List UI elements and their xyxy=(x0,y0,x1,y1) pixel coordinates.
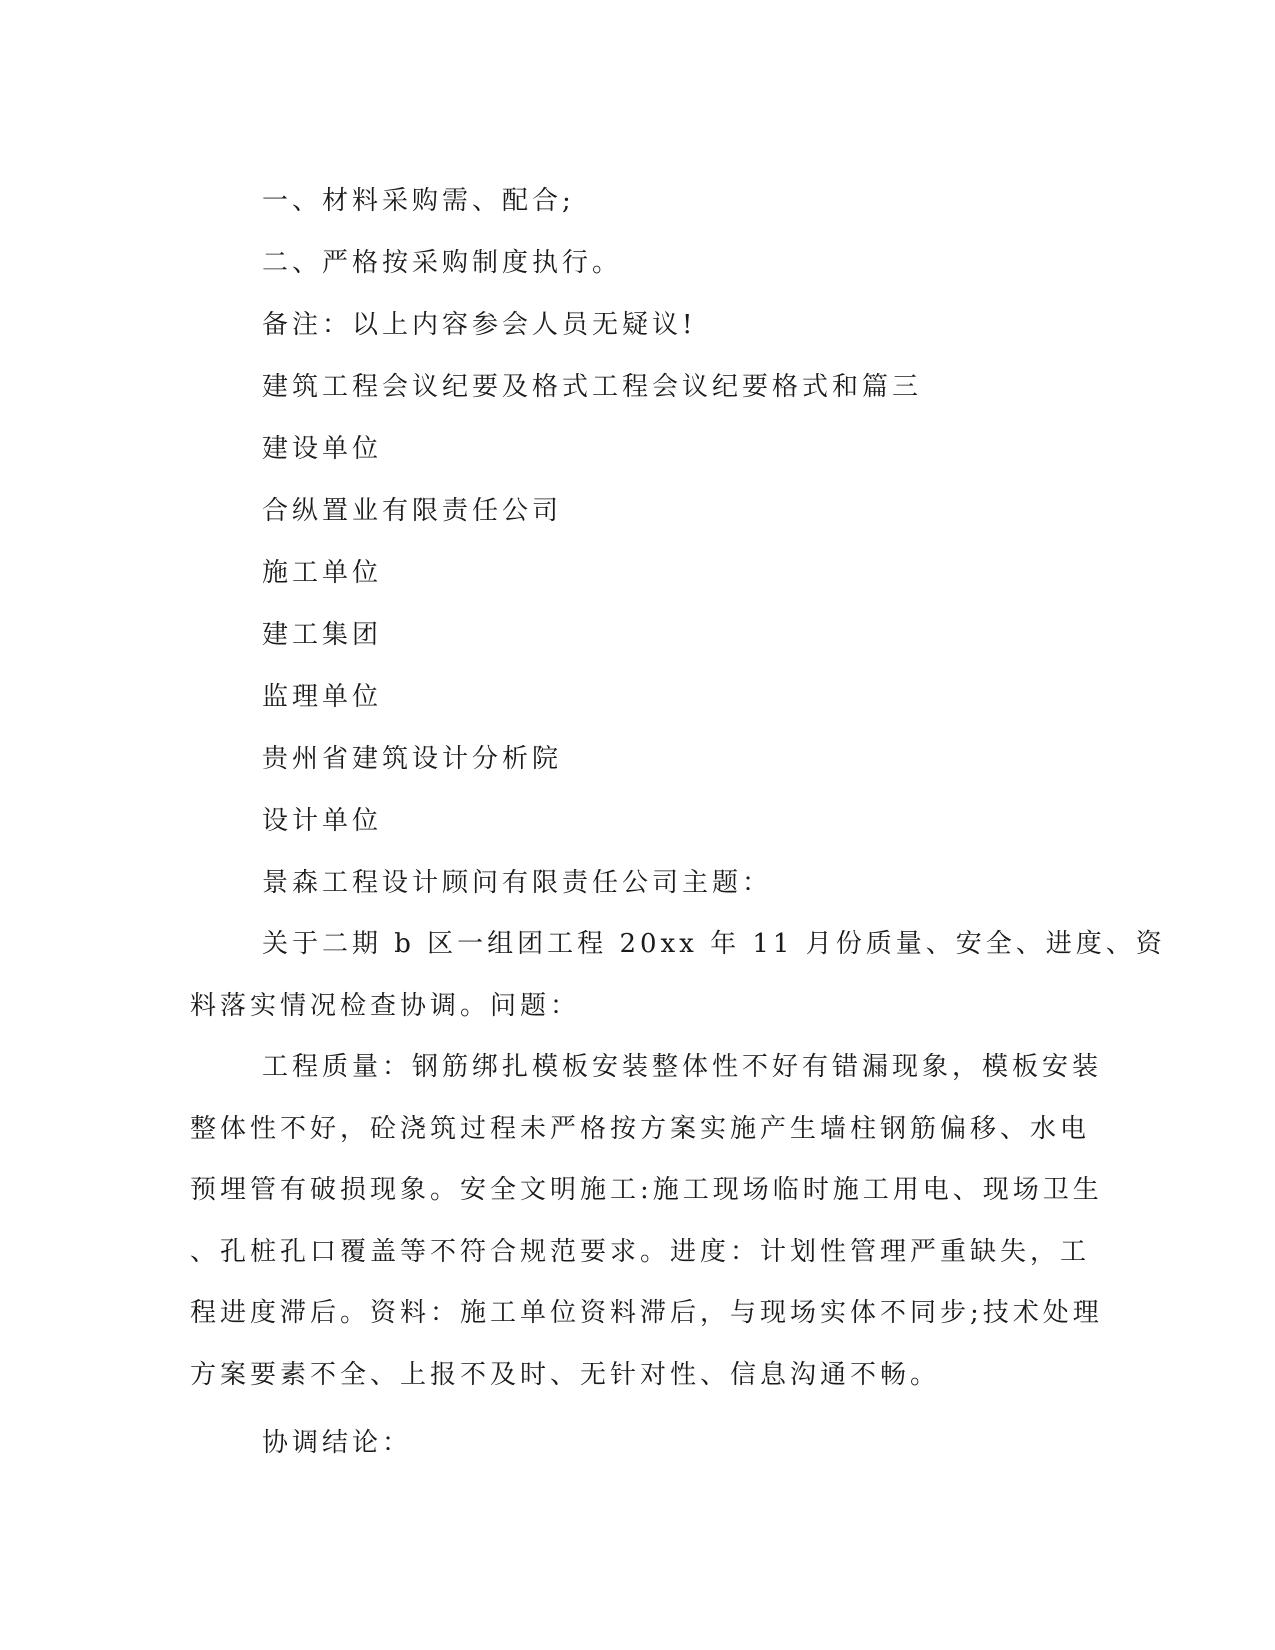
value-contractor: 建工集团 xyxy=(262,620,383,650)
value-supervisor: 贵州省建筑设计分析院 xyxy=(262,744,563,774)
list-item-material-procurement: 一、材料采购需、配合; xyxy=(262,186,575,216)
section-title: 建筑工程会议纪要及格式工程会议纪要格式和篇三 xyxy=(262,372,923,402)
topic-paragraph xyxy=(190,914,1166,1037)
issues-line: 、孔桩孔口覆盖等不符合规范要求。进度：计划性管理严重缺失，工 xyxy=(190,1236,1091,1267)
label-contractor: 施工单位 xyxy=(262,558,383,588)
issues-line: 预埋管有破损现象。安全文明施工:施工现场临时施工用电、现场卫生 xyxy=(190,1175,1103,1205)
topic-line: 料落实情况检查协调。问题： xyxy=(190,990,581,1021)
issues-paragraph xyxy=(190,1037,1103,1406)
value-designer-and-topic-label: 景森工程设计顾问有限责任公司主题： xyxy=(262,868,773,898)
value-construction-owner: 合纵置业有限责任公司 xyxy=(262,496,563,526)
document-body xyxy=(190,170,1166,1474)
issues-line: 工程质量：钢筋绑扎模板安装整体性不好有错漏现象，模板安装 xyxy=(262,1052,1103,1082)
label-designer: 设计单位 xyxy=(262,806,383,836)
issues-line: 方案要素不全、上报不及时、无针对性、信息沟通不畅。 xyxy=(190,1359,941,1390)
label-supervisor: 监理单位 xyxy=(262,682,383,712)
label-construction-owner: 建设单位 xyxy=(262,434,383,464)
conclusion-heading: 协调结论： xyxy=(262,1428,413,1458)
list-item-procurement-policy: 二、严格按采购制度执行。 xyxy=(262,248,623,278)
remark-line: 备注：以上内容参会人员无疑议! xyxy=(262,310,697,340)
issues-line: 程进度滞后。资料：施工单位资料滞后，与现场实体不同步;技术处理 xyxy=(190,1298,1103,1328)
issues-line: 整体性不好，砼浇筑过程未严格按方案实施产生墙柱钢筋偏移、水电 xyxy=(190,1113,1091,1144)
topic-line: 关于二期 b 区一组团工程 20xx 年 11 月份质量、安全、进度、资 xyxy=(262,929,1166,959)
